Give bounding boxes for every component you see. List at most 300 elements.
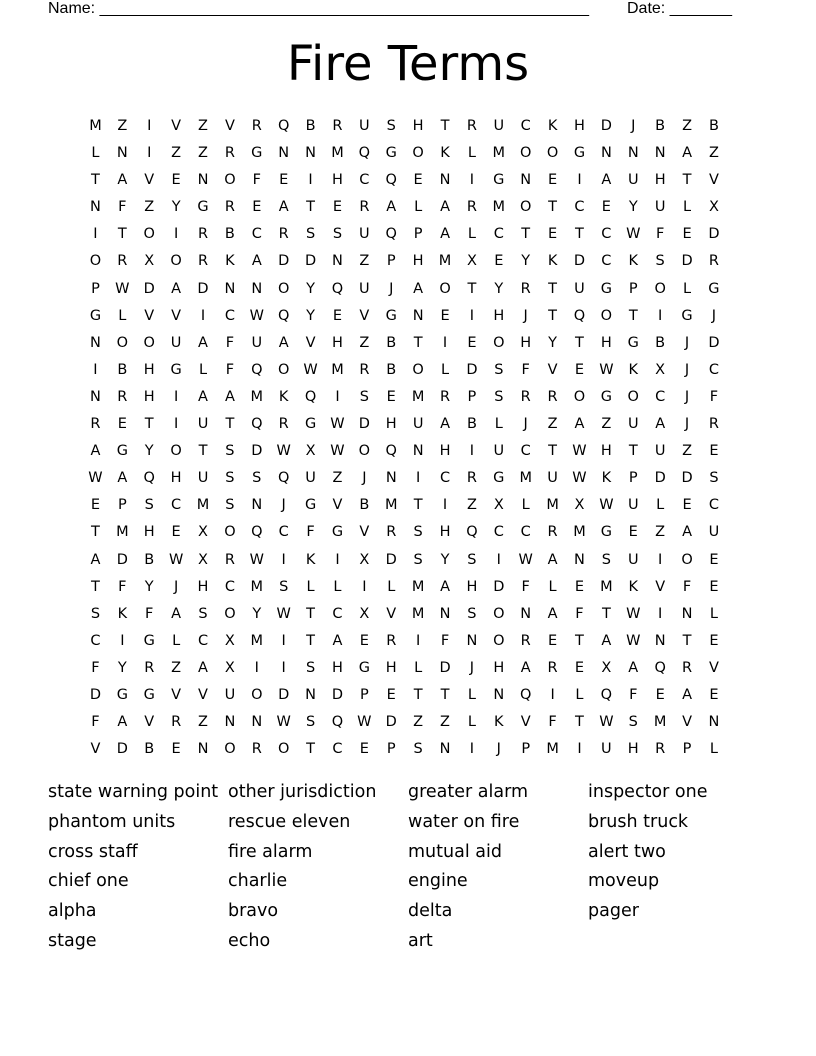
grid-letter: J bbox=[523, 307, 528, 324]
grid-letter: V bbox=[386, 605, 397, 622]
grid-letter: D bbox=[116, 551, 128, 568]
grid-letter: V bbox=[90, 741, 101, 758]
grid-letter: N bbox=[224, 714, 236, 731]
grid-letter: R bbox=[251, 741, 262, 758]
grid-letter: P bbox=[386, 741, 396, 758]
grid-letter: V bbox=[359, 307, 370, 324]
name-field-label: Name: _______________________________________________________ bbox=[48, 0, 589, 17]
grid-letter: D bbox=[143, 280, 155, 297]
grid-letter: C bbox=[332, 741, 343, 758]
grid-letter: A bbox=[224, 388, 235, 405]
grid-letter: J bbox=[684, 361, 690, 378]
grid-letter: L bbox=[521, 497, 530, 514]
grid-letter: L bbox=[172, 632, 181, 649]
word-list-item: chief one bbox=[48, 871, 129, 892]
grid-letter: M bbox=[331, 361, 344, 378]
grid-letter: M bbox=[546, 497, 559, 514]
grid-letter: T bbox=[575, 226, 584, 243]
grid-letter: V bbox=[305, 334, 316, 351]
grid-letter: R bbox=[224, 551, 235, 568]
grid-letter: W bbox=[276, 714, 291, 731]
grid-letter: I bbox=[173, 388, 179, 405]
grid-letter: E bbox=[601, 199, 611, 216]
grid-letter: Z bbox=[198, 714, 208, 731]
grid-letter: O bbox=[439, 280, 451, 297]
grid-letter: D bbox=[278, 686, 290, 703]
grid-letter: A bbox=[117, 470, 128, 487]
grid-letter: S bbox=[494, 388, 504, 405]
grid-letter: N bbox=[197, 741, 209, 758]
grid-letter: T bbox=[225, 416, 235, 433]
grid-letter: P bbox=[91, 280, 100, 297]
grid-letter: I bbox=[362, 578, 367, 595]
grid-letter: B bbox=[386, 334, 397, 351]
grid-letter: J bbox=[496, 741, 501, 758]
grid-letter: L bbox=[494, 416, 503, 433]
grid-letter: O bbox=[493, 605, 505, 622]
grid-letter: T bbox=[306, 199, 315, 216]
grid-letter: L bbox=[387, 578, 396, 595]
grid-letter: N bbox=[197, 172, 209, 189]
grid-letter: I bbox=[577, 172, 582, 189]
grid-letter: Q bbox=[573, 307, 586, 324]
grid-letter: S bbox=[144, 497, 154, 514]
grid-letter: T bbox=[440, 686, 450, 703]
grid-letter: F bbox=[118, 199, 127, 216]
grid-letter: A bbox=[682, 524, 692, 541]
grid-letter: M bbox=[384, 497, 398, 514]
grid-letter: H bbox=[654, 172, 666, 189]
grid-letter: T bbox=[521, 226, 531, 243]
grid-letter: E bbox=[548, 226, 558, 243]
grid-letter: M bbox=[600, 578, 613, 595]
grid-letter: L bbox=[414, 659, 423, 676]
word-list-item: alert two bbox=[588, 841, 666, 862]
grid-letter: N bbox=[654, 632, 666, 649]
grid-letter: T bbox=[548, 443, 558, 460]
grid-letter: R bbox=[359, 361, 370, 378]
grid-letter: W bbox=[626, 226, 641, 243]
grid-letter: Z bbox=[466, 497, 477, 514]
grid-letter: M bbox=[519, 470, 532, 487]
grid-letter: V bbox=[708, 172, 719, 189]
grid-letter: G bbox=[681, 307, 693, 324]
grid-letter: G bbox=[358, 659, 370, 676]
grid-letter: C bbox=[520, 443, 531, 460]
grid-letter: G bbox=[573, 145, 586, 162]
grid-letter: O bbox=[519, 145, 532, 162]
grid-letter: M bbox=[546, 741, 559, 758]
grid-letter: T bbox=[467, 280, 477, 297]
grid-letter: C bbox=[278, 524, 289, 541]
grid-letter: F bbox=[306, 524, 315, 541]
grid-letter: Q bbox=[331, 714, 344, 731]
grid-letter: J bbox=[711, 307, 717, 324]
grid-letter: O bbox=[358, 443, 371, 460]
grid-letter: R bbox=[278, 226, 289, 243]
grid-letter: A bbox=[682, 686, 692, 703]
grid-letter: F bbox=[118, 578, 127, 595]
grid-letter: N bbox=[574, 551, 585, 568]
grid-letter: W bbox=[626, 632, 641, 649]
grid-letter: N bbox=[90, 388, 101, 405]
grid-letter: D bbox=[304, 253, 317, 270]
grid-letter: S bbox=[601, 551, 611, 568]
grid-letter: C bbox=[493, 524, 504, 541]
grid-letter: I bbox=[335, 388, 340, 405]
grid-letter: N bbox=[251, 497, 263, 514]
grid-letter: A bbox=[278, 199, 289, 216]
grid-letter: E bbox=[709, 551, 719, 568]
grid-letter: T bbox=[144, 416, 154, 433]
grid-letter: B bbox=[386, 361, 397, 378]
grid-letter: A bbox=[117, 172, 128, 189]
grid-letter: A bbox=[332, 632, 343, 649]
grid-letter: H bbox=[170, 470, 182, 487]
grid-letter: N bbox=[466, 632, 478, 649]
word-list-item: water on fire bbox=[408, 811, 520, 832]
grid-letter: N bbox=[278, 145, 290, 162]
grid-letter: D bbox=[358, 416, 370, 433]
word-list-item: other jurisdiction bbox=[228, 782, 377, 802]
grid-letter: F bbox=[709, 388, 719, 405]
grid-letter: A bbox=[251, 253, 262, 270]
grid-letter: I bbox=[496, 551, 501, 568]
grid-letter: L bbox=[306, 578, 315, 595]
grid-letter: E bbox=[252, 199, 262, 216]
grid-letter: H bbox=[493, 307, 505, 324]
grid-letter: W bbox=[276, 605, 291, 622]
grid-letter: I bbox=[658, 551, 663, 568]
grid-letter: I bbox=[173, 226, 179, 243]
grid-letter: S bbox=[90, 605, 101, 622]
grid-letter: V bbox=[144, 714, 155, 731]
grid-letter: A bbox=[198, 659, 208, 676]
grid-letter: O bbox=[654, 280, 666, 297]
word-list-item: inspector one bbox=[588, 782, 708, 802]
grid-letter: U bbox=[493, 118, 505, 134]
grid-letter: Q bbox=[251, 524, 263, 541]
grid-letter: Y bbox=[117, 659, 127, 676]
grid-letter: I bbox=[93, 361, 98, 378]
grid-letter: N bbox=[305, 686, 316, 703]
grid-letter: N bbox=[305, 145, 316, 162]
grid-letter: S bbox=[628, 714, 638, 731]
grid-letter: A bbox=[601, 632, 612, 649]
grid-letter: E bbox=[709, 443, 719, 460]
grid-letter: R bbox=[224, 199, 235, 216]
grid-letter: A bbox=[601, 172, 612, 189]
grid-letter: U bbox=[197, 470, 209, 487]
grid-letter: M bbox=[411, 605, 425, 622]
grid-letter: H bbox=[600, 334, 612, 351]
grid-letter: T bbox=[91, 524, 100, 541]
grid-letter: E bbox=[548, 172, 558, 189]
grid-letter: U bbox=[708, 524, 720, 541]
grid-letter: O bbox=[224, 524, 236, 541]
grid-letter: P bbox=[628, 470, 638, 487]
grid-letter: K bbox=[305, 551, 316, 568]
grid-letter: O bbox=[277, 741, 290, 758]
grid-letter: H bbox=[627, 741, 639, 758]
grid-letter: U bbox=[251, 334, 263, 351]
grid-letter: A bbox=[90, 551, 101, 568]
grid-letter: O bbox=[170, 253, 182, 270]
grid-letter: A bbox=[440, 226, 450, 243]
grid-letter: S bbox=[305, 226, 316, 243]
grid-letter: R bbox=[117, 253, 128, 270]
grid-letter: J bbox=[684, 388, 690, 405]
grid-letter: M bbox=[492, 145, 506, 162]
grid-letter: Q bbox=[358, 145, 371, 162]
grid-letter: P bbox=[386, 253, 396, 270]
grid-letter: M bbox=[89, 118, 102, 134]
grid-letter: W bbox=[330, 443, 345, 460]
grid-letter: Z bbox=[359, 253, 370, 270]
grid-letter: I bbox=[173, 416, 179, 433]
grid-letter: I bbox=[281, 551, 286, 568]
grid-letter: E bbox=[90, 497, 101, 514]
grid-letter: E bbox=[548, 632, 558, 649]
grid-letter: G bbox=[600, 524, 612, 541]
grid-letter: G bbox=[627, 334, 639, 351]
grid-letter: H bbox=[332, 659, 343, 676]
grid-letter: C bbox=[493, 226, 504, 243]
word-list-item: fire alarm bbox=[228, 841, 313, 862]
grid-letter: X bbox=[359, 551, 370, 568]
word-list-item: bravo bbox=[228, 901, 279, 922]
grid-letter: O bbox=[277, 361, 290, 378]
grid-letter: P bbox=[413, 226, 423, 243]
grid-letter: R bbox=[466, 118, 477, 134]
grid-letter: I bbox=[281, 659, 286, 676]
grid-letter: Z bbox=[547, 416, 558, 433]
grid-letter: K bbox=[494, 714, 504, 731]
grid-letter: K bbox=[601, 470, 612, 487]
grid-letter: N bbox=[439, 741, 451, 758]
grid-letter: N bbox=[654, 145, 666, 162]
grid-letter: I bbox=[147, 145, 152, 162]
grid-letter: G bbox=[331, 524, 344, 541]
grid-letter: U bbox=[601, 741, 612, 758]
grid-letter: L bbox=[682, 280, 692, 297]
grid-letter: N bbox=[520, 172, 532, 189]
grid-letter: N bbox=[520, 605, 532, 622]
grid-letter: M bbox=[411, 388, 425, 405]
grid-letter: O bbox=[251, 686, 263, 703]
grid-letter: N bbox=[385, 470, 397, 487]
grid-letter: U bbox=[224, 686, 236, 703]
grid-letter: N bbox=[412, 307, 424, 324]
grid-letter: R bbox=[278, 416, 289, 433]
grid-letter: S bbox=[279, 578, 289, 595]
grid-letter: O bbox=[412, 361, 424, 378]
grid-letter: E bbox=[171, 172, 181, 189]
grid-letter: O bbox=[224, 741, 236, 758]
grid-letter: I bbox=[281, 632, 286, 649]
grid-letter: D bbox=[89, 686, 102, 703]
grid-letter: C bbox=[171, 497, 182, 514]
grid-letter: M bbox=[653, 714, 667, 731]
grid-letter: O bbox=[143, 226, 155, 243]
grid-letter: O bbox=[600, 307, 613, 324]
grid-letter: J bbox=[631, 118, 636, 134]
grid-letter: W bbox=[572, 443, 587, 460]
grid-letter: L bbox=[656, 497, 665, 514]
grid-letter: U bbox=[627, 497, 639, 514]
grid-letter: H bbox=[412, 253, 424, 270]
grid-letter: Q bbox=[251, 361, 263, 378]
grid-letter: O bbox=[627, 388, 639, 405]
grid-letter: A bbox=[440, 199, 450, 216]
grid-letter: D bbox=[681, 253, 693, 270]
grid-letter: T bbox=[306, 632, 315, 649]
grid-letter: H bbox=[493, 659, 505, 676]
grid-letter: E bbox=[117, 416, 127, 433]
grid-letter: D bbox=[385, 551, 397, 568]
grid-letter: T bbox=[601, 605, 611, 622]
grid-letter: N bbox=[332, 253, 343, 270]
grid-letter: T bbox=[575, 714, 584, 731]
grid-letter: S bbox=[467, 551, 477, 568]
grid-letter: I bbox=[93, 226, 98, 243]
grid-letter: M bbox=[492, 199, 506, 216]
grid-letter: B bbox=[305, 118, 316, 134]
grid-letter: Y bbox=[252, 605, 262, 622]
grid-letter: A bbox=[547, 605, 558, 622]
grid-letter: R bbox=[197, 253, 209, 270]
date-field-label: Date: _______ bbox=[627, 0, 732, 17]
grid-letter: X bbox=[708, 199, 719, 216]
grid-letter: Q bbox=[600, 686, 613, 703]
grid-letter: H bbox=[385, 659, 397, 676]
grid-letter: P bbox=[628, 280, 638, 297]
grid-letter: Q bbox=[654, 659, 666, 676]
grid-letter: D bbox=[278, 253, 290, 270]
grid-letter: O bbox=[546, 145, 559, 162]
grid-letter: D bbox=[116, 741, 128, 758]
grid-letter: V bbox=[198, 686, 208, 703]
grid-letter: U bbox=[359, 280, 370, 297]
page-title: Fire Terms bbox=[286, 36, 530, 92]
grid-letter: P bbox=[359, 686, 369, 703]
grid-letter: S bbox=[305, 714, 316, 731]
grid-letter: I bbox=[335, 551, 340, 568]
word-list-item: engine bbox=[408, 871, 468, 892]
grid-letter: U bbox=[547, 470, 558, 487]
grid-letter: Q bbox=[331, 280, 344, 297]
grid-letter: U bbox=[627, 416, 639, 433]
grid-letter: V bbox=[682, 714, 692, 731]
grid-letter: X bbox=[359, 605, 370, 622]
grid-letter: D bbox=[331, 686, 344, 703]
grid-letter: B bbox=[655, 118, 666, 134]
grid-letter: R bbox=[708, 416, 719, 433]
grid-letter: Z bbox=[708, 145, 719, 162]
grid-letter: M bbox=[411, 578, 425, 595]
grid-letter: E bbox=[574, 361, 585, 378]
grid-letter: F bbox=[655, 226, 665, 243]
grid-letter: E bbox=[709, 632, 719, 649]
grid-letter: O bbox=[412, 145, 424, 162]
grid-letter: F bbox=[682, 578, 692, 595]
grid-letter: E bbox=[171, 524, 181, 541]
grid-letter: M bbox=[250, 632, 264, 649]
grid-letter: L bbox=[467, 686, 476, 703]
grid-letter: A bbox=[682, 145, 692, 162]
grid-letter: J bbox=[173, 578, 179, 595]
grid-letter: L bbox=[91, 145, 100, 162]
grid-letter: E bbox=[709, 578, 719, 595]
grid-letter: G bbox=[143, 632, 155, 649]
grid-letter: G bbox=[143, 686, 155, 703]
grid-letter: W bbox=[115, 280, 130, 297]
grid-letter: B bbox=[708, 118, 719, 134]
grid-letter: L bbox=[467, 714, 476, 731]
grid-letter: H bbox=[332, 334, 343, 351]
grid-letter: A bbox=[628, 659, 639, 676]
grid-letter: W bbox=[599, 497, 614, 514]
grid-letter: Z bbox=[117, 118, 128, 134]
grid-letter: O bbox=[224, 605, 236, 622]
grid-letter: H bbox=[143, 388, 155, 405]
grid-letter: K bbox=[628, 578, 639, 595]
grid-letter: V bbox=[171, 118, 182, 134]
grid-letter: M bbox=[196, 497, 210, 514]
grid-letter: S bbox=[386, 118, 396, 134]
grid-letter: C bbox=[224, 578, 235, 595]
word-list-item: phantom units bbox=[48, 811, 176, 832]
grid-letter: P bbox=[467, 388, 477, 405]
grid-letter: R bbox=[547, 524, 558, 541]
grid-letter: E bbox=[574, 659, 585, 676]
grid-letter: A bbox=[198, 334, 208, 351]
grid-letter: C bbox=[90, 632, 101, 649]
grid-letter: L bbox=[709, 741, 718, 758]
grid-letter: I bbox=[469, 172, 475, 189]
grid-letter: T bbox=[91, 578, 100, 595]
grid-letter: Q bbox=[251, 416, 263, 433]
grid-letter: R bbox=[520, 632, 531, 649]
grid-letter: U bbox=[305, 470, 316, 487]
grid-letter: A bbox=[278, 334, 289, 351]
grid-letter: A bbox=[547, 551, 558, 568]
grid-letter: T bbox=[682, 172, 692, 189]
grid-letter: O bbox=[170, 443, 182, 460]
grid-letter: X bbox=[224, 659, 235, 676]
grid-letter: S bbox=[709, 470, 719, 487]
grid-letter: X bbox=[493, 497, 504, 514]
grid-letter: L bbox=[118, 307, 127, 324]
grid-letter: N bbox=[439, 172, 451, 189]
grid-letter: I bbox=[200, 307, 206, 324]
grid-letter: I bbox=[147, 118, 152, 134]
grid-letter: G bbox=[493, 172, 505, 189]
grid-letter: L bbox=[682, 199, 692, 216]
grid-letter: G bbox=[493, 470, 505, 487]
grid-letter: T bbox=[682, 632, 692, 649]
grid-letter: V bbox=[144, 307, 155, 324]
grid-letter: R bbox=[197, 226, 209, 243]
grid-letter: S bbox=[332, 226, 343, 243]
grid-letter: Y bbox=[521, 253, 531, 270]
grid-letter: E bbox=[279, 172, 289, 189]
grid-letter: H bbox=[466, 578, 478, 595]
grid-letter: W bbox=[599, 361, 614, 378]
grid-letter: Q bbox=[277, 470, 290, 487]
grid-letter: H bbox=[332, 172, 343, 189]
grid-letter: C bbox=[655, 388, 666, 405]
